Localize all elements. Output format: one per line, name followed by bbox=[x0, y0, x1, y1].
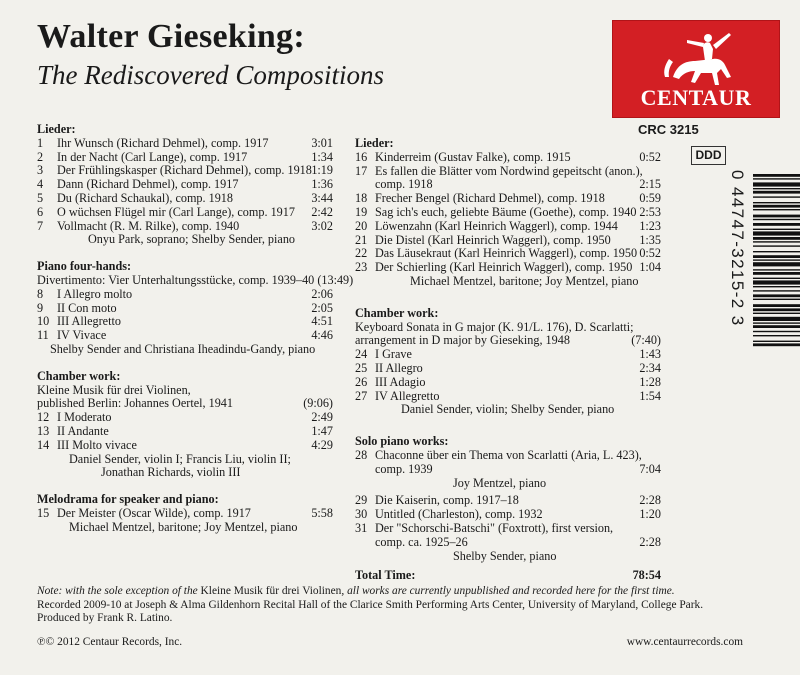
performers: Shelby Sender and Christiana Iheadindu-Gandy, piano bbox=[50, 341, 316, 356]
track-row bbox=[355, 376, 661, 390]
album-title: Walter Gieseking: bbox=[37, 18, 305, 55]
track-duration: 0:52 bbox=[639, 149, 661, 164]
total-time-row bbox=[355, 569, 661, 583]
track-row bbox=[355, 206, 661, 220]
centaur-logo bbox=[612, 20, 780, 118]
track-duration: 2:53 bbox=[639, 204, 661, 219]
total-time-value: 78:54 bbox=[632, 568, 661, 583]
total-time-label: Total Time: bbox=[355, 568, 416, 583]
track-number: 4 bbox=[37, 177, 44, 192]
barcode bbox=[723, 170, 800, 440]
track-duration: 2:06 bbox=[311, 286, 333, 301]
performers: Daniel Sender, violin I; Francis Liu, violin II; bbox=[69, 451, 291, 466]
track-row bbox=[37, 137, 333, 151]
track-number: 14 bbox=[37, 437, 50, 452]
track-list bbox=[355, 151, 661, 275]
track-duration: 4:51 bbox=[311, 314, 333, 329]
track-number: 18 bbox=[355, 191, 368, 206]
track-row bbox=[355, 234, 661, 248]
track-number: 13 bbox=[37, 423, 50, 438]
track-row bbox=[355, 220, 661, 234]
track-title: In der Nacht (Carl Lange), comp. 1917 bbox=[57, 149, 248, 164]
track-row bbox=[355, 390, 661, 404]
note-line: Note: with the sole exception of the Kleine Musik für drei Violinen, all works are currently unpublished and recorded here for the first time. bbox=[37, 585, 675, 597]
track-title: III Allegretto bbox=[57, 314, 121, 329]
track-list bbox=[37, 411, 333, 452]
track-title: Du (Richard Schaukal), comp. 1918 bbox=[57, 190, 233, 205]
track-row bbox=[37, 302, 333, 316]
track-duration: 1:04 bbox=[639, 260, 661, 275]
track-list bbox=[37, 137, 333, 234]
track-number: 7 bbox=[37, 218, 44, 233]
track-row bbox=[37, 329, 333, 343]
performers: Michael Mentzel, baritone; Joy Mentzel, piano bbox=[410, 273, 639, 288]
track-title: IV Vivace bbox=[57, 328, 107, 343]
barcode-bars bbox=[753, 170, 800, 440]
track-number: 11 bbox=[37, 328, 49, 343]
track-number: 27 bbox=[355, 388, 368, 403]
track-number: 5 bbox=[37, 190, 44, 205]
performers: Joy Mentzel, piano bbox=[453, 475, 547, 490]
track-row bbox=[355, 348, 661, 362]
track-title: Es fallen die Blätter vom Nordwind gepeitscht (anon.), bbox=[375, 163, 643, 178]
track-row: 29 Die Kaiserin, comp. 1917–18 2:28 bbox=[355, 493, 661, 508]
track-number: 12 bbox=[37, 410, 50, 425]
performers: Daniel Sender, violin; Shelby Sender, piano bbox=[401, 402, 615, 417]
producer-credit: Produced by Frank R. Latino. bbox=[37, 612, 173, 624]
liner-notes bbox=[37, 585, 767, 626]
track-row bbox=[37, 425, 333, 439]
track-title: Ihr Wunsch (Richard Dehmel), comp. 1917 bbox=[57, 135, 269, 150]
track-number: 17 bbox=[355, 163, 368, 178]
track-row bbox=[37, 192, 333, 206]
barcode-number bbox=[721, 170, 751, 440]
copyright: ℗© 2012 Centaur Records, Inc. bbox=[37, 636, 183, 648]
track-number: 8 bbox=[37, 286, 44, 301]
track-title: II Allegro bbox=[375, 360, 423, 375]
track-duration: 2:05 bbox=[311, 300, 333, 315]
track-list bbox=[37, 507, 333, 521]
track-duration: 1:36 bbox=[311, 177, 333, 192]
track-row bbox=[37, 288, 333, 302]
right-column bbox=[355, 137, 661, 583]
track-title: Vollmacht (R. M. Rilke), comp. 1940 bbox=[57, 218, 240, 233]
track-duration: 0:59 bbox=[639, 191, 661, 206]
track-duration: 4:29 bbox=[311, 437, 333, 452]
left-column bbox=[37, 122, 354, 535]
track-title: Dann (Richard Dehmel), comp. 1917 bbox=[57, 177, 239, 192]
performers: Shelby Sender, piano bbox=[453, 548, 557, 563]
track-row: 31 Der "Schorschi-Batschi" (Foxtrott), first version, bbox=[355, 520, 614, 535]
section-heading: Piano four-hands: bbox=[37, 259, 132, 274]
track-row: comp. ca. 1925–26 2:28 bbox=[375, 534, 661, 549]
recording-info: Recorded 2009-10 at Joseph & Alma Gildenhorn Recital Hall of the Clarice Smith Performing Arts Center, University of Maryland, College Park. bbox=[37, 598, 704, 611]
track-duration: 1:43 bbox=[639, 347, 661, 362]
track-row bbox=[355, 247, 661, 261]
album-subtitle: The Rediscovered Compositions bbox=[37, 60, 384, 90]
section-heading: Lieder: bbox=[355, 136, 394, 150]
work-title: published Berlin: Johannes Oertel, 1941 (9:06) bbox=[37, 396, 333, 411]
work-duration: (9:06) bbox=[303, 396, 333, 411]
track-duration: 1:47 bbox=[311, 423, 333, 438]
catalog-number: CRC 3215 bbox=[638, 122, 699, 137]
track-title: I Grave bbox=[375, 347, 412, 362]
track-title: Der Schierling (Karl Heinrich Waggerl), comp. 1950 bbox=[375, 260, 633, 275]
track-duration: 2:49 bbox=[311, 410, 333, 425]
track-title: Sag ich's euch, geliebte Bäume (Goethe), comp. 1940 bbox=[375, 204, 637, 219]
track-number: 1 bbox=[37, 135, 44, 150]
track-title: III Adagio bbox=[375, 374, 426, 389]
track-number: 26 bbox=[355, 374, 368, 389]
track-duration: 1:54 bbox=[639, 388, 661, 403]
section-heading: Solo piano works: bbox=[355, 434, 449, 449]
track-row bbox=[355, 165, 661, 179]
track-number: 25 bbox=[355, 360, 368, 375]
track-duration: 4:46 bbox=[311, 328, 333, 343]
track-title: O wüchsen Flügel mir (Carl Lange), comp. 1917 bbox=[57, 204, 295, 219]
track-title: Die Distel (Karl Heinrich Waggerl), comp. 1950 bbox=[375, 232, 611, 247]
track-row bbox=[37, 151, 333, 165]
track-duration: 2:42 bbox=[311, 204, 333, 219]
track-duration: 1:34 bbox=[311, 149, 333, 164]
track-list bbox=[355, 348, 661, 403]
track-duration: 2:34 bbox=[639, 360, 661, 375]
track-row bbox=[37, 315, 333, 329]
track-row bbox=[355, 178, 661, 192]
track-duration: 1:28 bbox=[639, 374, 661, 389]
performers: Michael Mentzel, baritone; Joy Mentzel, piano bbox=[69, 519, 298, 534]
track-duration: 1:23 bbox=[639, 218, 661, 233]
track-number: 23 bbox=[355, 260, 368, 275]
track-title: comp. 1918 bbox=[375, 177, 433, 192]
track-row bbox=[37, 439, 333, 453]
track-row bbox=[355, 151, 661, 165]
track-number: 10 bbox=[37, 314, 50, 329]
track-title: II Andante bbox=[57, 423, 109, 438]
track-row bbox=[355, 261, 661, 275]
track-duration: 1:35 bbox=[639, 232, 661, 247]
track-number: 21 bbox=[355, 232, 368, 247]
track-number: 9 bbox=[37, 300, 44, 315]
track-duration: 3:01 bbox=[311, 135, 333, 150]
work-title: Kleine Musik für drei Violinen, bbox=[37, 382, 191, 397]
track-number: 24 bbox=[355, 347, 368, 362]
track-number: 6 bbox=[37, 204, 44, 219]
track-row bbox=[355, 362, 661, 376]
section-heading: Chamber work: bbox=[37, 368, 121, 383]
track-row: comp. 1939 7:04 bbox=[375, 461, 661, 476]
track-row bbox=[37, 206, 333, 220]
track-duration: 3:02 bbox=[311, 218, 333, 233]
track-number: 22 bbox=[355, 246, 368, 261]
track-number: 19 bbox=[355, 204, 368, 219]
track-duration: 5:58 bbox=[311, 505, 333, 520]
track-row bbox=[37, 164, 333, 178]
track-title: Kinderreim (Gustav Falke), comp. 1915 bbox=[375, 149, 571, 164]
ddd-badge: DDD bbox=[691, 146, 726, 165]
work-title: Keyboard Sonata in G major (K. 91/L. 176), D. Scarlatti; bbox=[355, 319, 634, 334]
track-title: III Molto vivace bbox=[57, 437, 137, 452]
track-title: Der Frühlingskasper (Richard Dehmel), comp. 1918 bbox=[57, 163, 312, 178]
track-title: I Allegro molto bbox=[57, 286, 133, 301]
performers: Jonathan Richards, violin III bbox=[101, 465, 241, 480]
logo-wordmark: CENTAUR bbox=[640, 85, 752, 110]
track-title: Löwenzahn (Karl Heinrich Waggerl), comp. 1944 bbox=[375, 218, 618, 233]
track-row bbox=[37, 411, 333, 425]
track-duration: 0:52 bbox=[639, 246, 661, 261]
track-number: 16 bbox=[355, 149, 368, 164]
track-duration: 2:15 bbox=[639, 177, 661, 192]
section-heading: Chamber work: bbox=[355, 305, 439, 320]
track-number: 15 bbox=[37, 505, 50, 520]
track-row bbox=[37, 178, 333, 192]
section-heading: Melodrama for speaker and piano: bbox=[37, 492, 219, 507]
track-duration: 3:44 bbox=[311, 190, 333, 205]
barcode-digits: 0 44747-3215-2 3 bbox=[728, 170, 747, 327]
track-title: IV Allegretto bbox=[375, 388, 440, 403]
track-list bbox=[37, 288, 333, 343]
track-row: 30 Untitled (Charleston), comp. 1932 1:20 bbox=[355, 507, 661, 522]
website-url: www.centaurrecords.com bbox=[626, 636, 743, 648]
work-duration: (7:40) bbox=[631, 333, 661, 348]
work-title: Divertimento: Vier Unterhaltungsstücke, comp. 1939–40 (13:49) bbox=[37, 272, 354, 287]
section-heading: Lieder: bbox=[37, 122, 76, 136]
track-number: 3 bbox=[37, 163, 44, 178]
track-title: I Moderato bbox=[57, 410, 112, 425]
track-row bbox=[37, 220, 333, 234]
track-row: 28 Chaconne über ein Thema von Scarlatti (Aria, L. 423), bbox=[355, 447, 642, 462]
track-title: Das Läusekraut (Karl Heinrich Waggerl), comp. 1950 bbox=[375, 246, 638, 261]
track-title: Der Meister (Oscar Wilde), comp. 1917 bbox=[57, 505, 251, 520]
track-duration: 1:19 bbox=[311, 163, 333, 178]
track-title: Frecher Bengel (Richard Dehmel), comp. 1918 bbox=[375, 191, 605, 206]
track-row bbox=[355, 192, 661, 206]
track-number: 2 bbox=[37, 149, 44, 164]
track-number: 20 bbox=[355, 218, 368, 233]
track-title: II Con moto bbox=[57, 300, 117, 315]
work-title: arrangement in D major by Gieseking, 1948 (7:40) bbox=[355, 333, 661, 348]
performers: Onyu Park, soprano; Shelby Sender, piano bbox=[88, 232, 296, 247]
track-row bbox=[37, 507, 333, 521]
